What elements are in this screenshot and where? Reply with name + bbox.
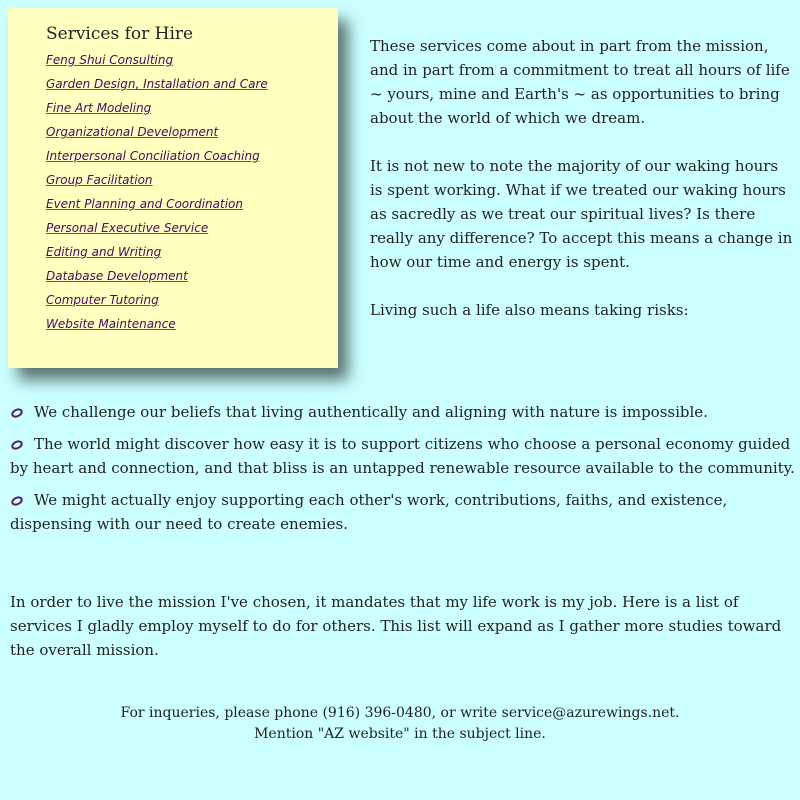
service-link-editing-writing[interactable]: Editing and Writing xyxy=(46,245,162,259)
risk-bullet-list xyxy=(10,400,795,544)
service-link-group-facilitation[interactable]: Group Facilitation xyxy=(46,173,153,187)
swirl-bullet-icon xyxy=(10,440,24,450)
swirl-bullet-icon xyxy=(10,408,24,418)
service-link-garden-design[interactable]: Garden Design, Installation and Care xyxy=(46,77,268,91)
intro-text xyxy=(370,34,795,346)
service-link-feng-shui[interactable]: Feng Shui Consulting xyxy=(46,53,174,67)
contact-line: For inqueries, please phone (916) 396-0480, or write service@azurewings.net. xyxy=(120,705,680,721)
intro-paragraph-risks: Living such a life also means taking risks: xyxy=(370,301,689,319)
bullet-item xyxy=(10,488,795,536)
services-card xyxy=(8,8,338,368)
service-link-website-maintenance[interactable]: Website Maintenance xyxy=(46,317,176,331)
service-link-conciliation-coaching[interactable]: Interpersonal Conciliation Coaching xyxy=(46,149,260,163)
bullet-text: We challenge our beliefs that living authentically and aligning with nature is impossible. xyxy=(34,403,708,421)
services-list xyxy=(46,48,338,336)
service-link-computer-tutoring[interactable]: Computer Tutoring xyxy=(46,293,159,307)
intro-paragraph-mission: These services come about in part from the mission, and in part from a commitment to treat all hours of life ~ yours, mine and Earth's ~ as opportunities to bring about the world of which we dream. xyxy=(370,37,790,127)
service-link-executive-service[interactable]: Personal Executive Service xyxy=(46,221,209,235)
closing-paragraph: In order to live the mission I've chosen, it mandates that my life work is my job. Here is a list of services I gladly employ myself to do for others. This list will expand as I gather more studies toward the overall mission. xyxy=(10,593,782,659)
bullet-text: We might actually enjoy supporting each other's work, contributions, faiths, and existence, dispensing with our need to create enemies. xyxy=(10,491,728,533)
intro-paragraph-working-hours: It is not new to note the majority of our waking hours is spent working. What if we treated our waking hours as sacredly as we treat our spiritual lives? Is there really any difference? To accept this means a change in how our time and energy is spent. xyxy=(370,157,793,271)
bullet-text: The world might discover how easy it is to support citizens who choose a personal economy guided by heart and connection, and that bliss is an untapped renewable resource available to the community. xyxy=(10,435,795,477)
contact-footer xyxy=(0,703,800,745)
service-link-event-planning[interactable]: Event Planning and Coordination xyxy=(46,197,243,211)
bullet-item xyxy=(10,400,795,424)
subject-line-note: Mention "AZ website" in the subject line. xyxy=(254,726,546,742)
bullet-item xyxy=(10,432,795,480)
service-link-fine-art-modeling[interactable]: Fine Art Modeling xyxy=(46,101,152,115)
services-card-title: Services for Hire xyxy=(46,24,194,44)
service-link-organizational-development[interactable]: Organizational Development xyxy=(46,125,219,139)
swirl-bullet-icon xyxy=(10,496,24,506)
service-link-database-development[interactable]: Database Development xyxy=(46,269,188,283)
